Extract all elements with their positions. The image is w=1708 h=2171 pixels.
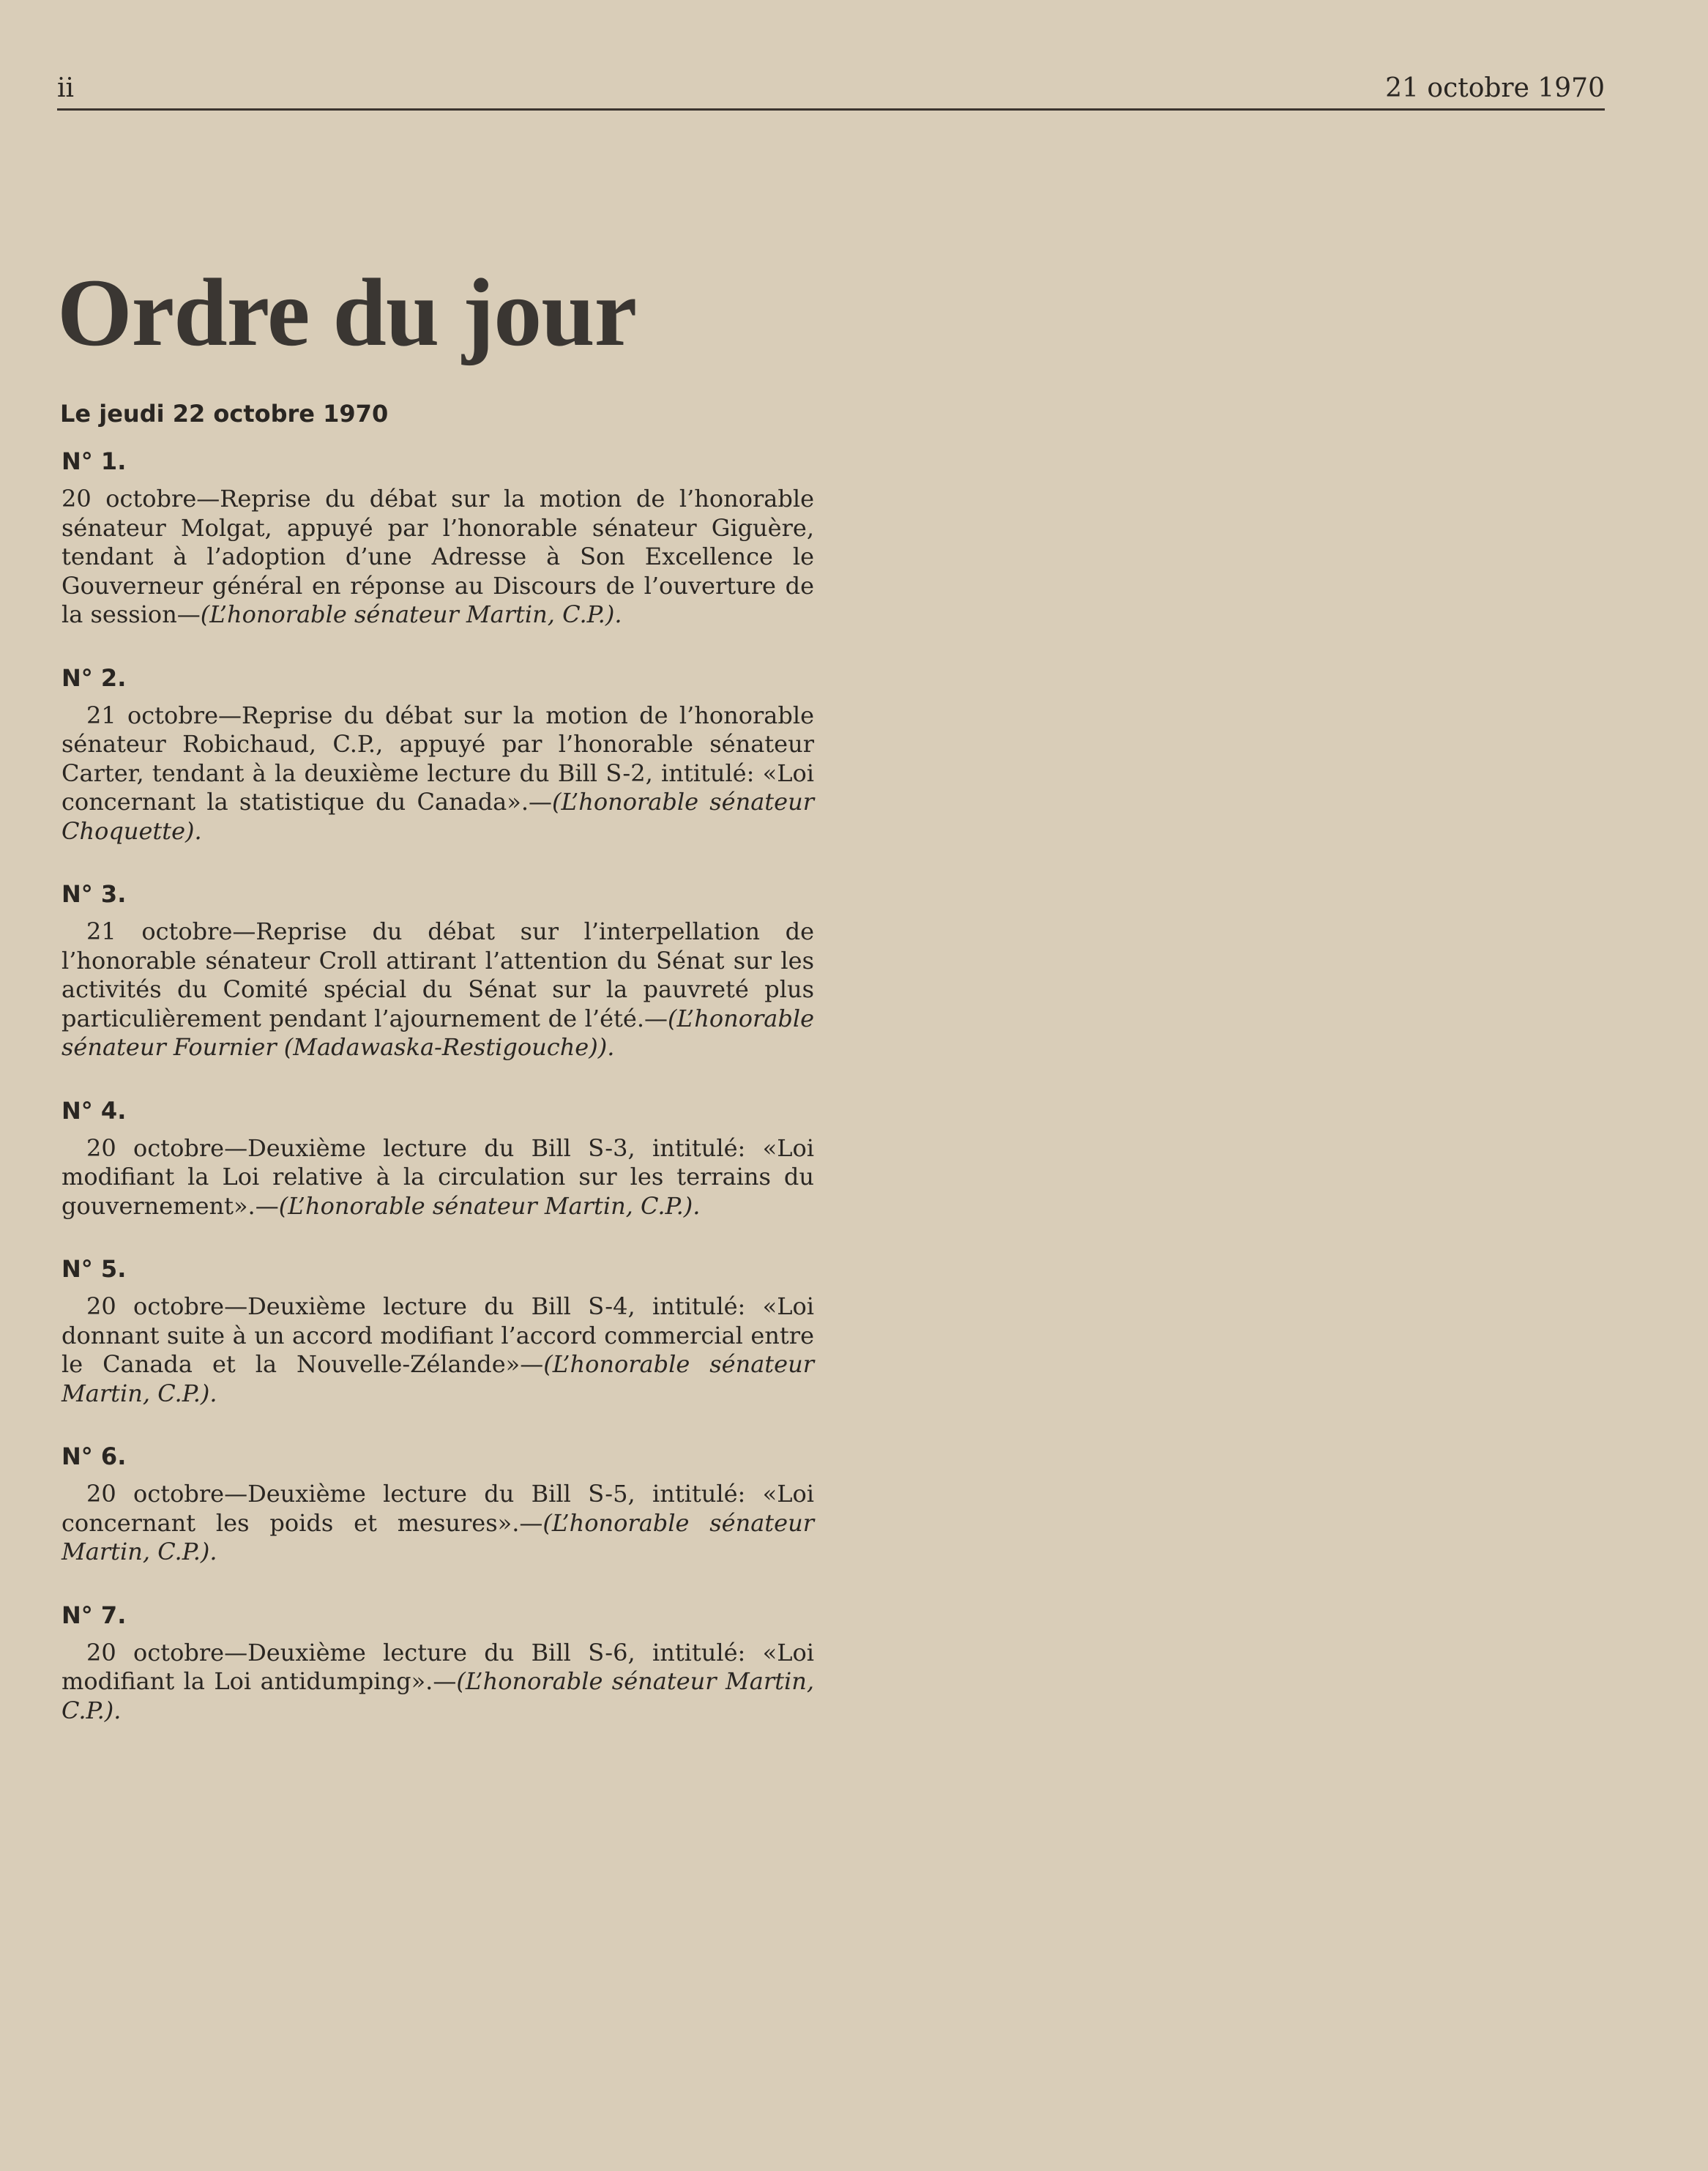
order-item-4 — [61, 1093, 814, 1221]
item-body: 21 octobre—Reprise du débat sur la motion de l’honorable sénateur Robichaud, C.P., appuyé par l’honorable sénateur Carter, tendant à la deuxième lecture du Bill S-2, intitulé: «Loi concernant la statistique du Canada».— — [61, 701, 814, 816]
page-date: 21 octobre 1970 — [1385, 73, 1605, 103]
item-number: N° 1. — [61, 447, 127, 475]
order-item-1 — [61, 444, 814, 630]
item-text — [61, 701, 814, 846]
item-number: N° 5. — [61, 1255, 127, 1283]
item-text — [61, 1134, 814, 1221]
item-number: N° 6. — [61, 1442, 127, 1470]
order-item-3 — [61, 876, 814, 1062]
sitting-date: Le jeudi 22 octobre 1970 — [60, 400, 389, 428]
item-number: N° 4. — [61, 1096, 127, 1125]
item-number: N° 3. — [61, 880, 127, 908]
order-item-5 — [61, 1251, 814, 1408]
order-item-6 — [61, 1439, 814, 1567]
item-text — [61, 1480, 814, 1567]
item-attribution: (L’honorable sénateur Fournier (Madawaska-Restigouche)). — [61, 1004, 814, 1061]
order-item-7 — [61, 1598, 814, 1726]
item-attribution: (L’honorable sénateur Martin, C.P.). — [200, 600, 622, 628]
item-body: 20 octobre—Reprise du débat sur la motion de l’honorable sénateur Molgat, appuyé par l’honorable sénateur Giguère, tendant à l’adoption d’une Adresse à Son Excellence le Gouverneur général en réponse au Discours de l’ouverture de la session— — [61, 485, 814, 628]
item-attribution: (L’honorable sénateur Martin, C.P.). — [61, 1667, 815, 1724]
item-text — [61, 1639, 814, 1726]
item-body: 20 octobre—Deuxième lecture du Bill S-4, intitulé: «Loi donnant suite à un accord modifiant l’accord commercial entre le Canada et la Nouvelle-Zélande»— — [61, 1292, 814, 1378]
order-item-2 — [61, 660, 814, 846]
item-body: 20 octobre—Deuxième lecture du Bill S-3, intitulé: «Loi modifiant la Loi relative à la circulation sur les terrains du gouvernement».— — [61, 1133, 814, 1220]
item-text — [61, 485, 814, 630]
item-body: 20 octobre—Deuxième lecture du Bill S-5, intitulé: «Loi concernant les poids et mesures».— — [61, 1480, 814, 1537]
order-items — [61, 444, 814, 1756]
item-number: N° 7. — [61, 1601, 127, 1629]
item-attribution: (L’honorable sénateur Martin, C.P.). — [61, 1350, 815, 1407]
item-attribution: (L’honorable sénateur Martin, C.P.). — [61, 1508, 815, 1565]
item-body: 20 octobre—Deuxième lecture du Bill S-6, intitulé: «Loi modifiant la Loi antidumping».— — [61, 1638, 814, 1695]
item-body: 21 octobre—Reprise du débat sur l’interpellation de l’honorable sénateur Croll attirant l’attention du Sénat sur les activités du Comité spécial du Sénat sur la pauvreté plus particulièrement pendant l’ajournement de l’été.— — [61, 917, 814, 1032]
item-attribution: (L’honorable sénateur Martin, C.P.). — [278, 1191, 701, 1220]
item-text — [61, 917, 814, 1062]
item-number: N° 2. — [61, 663, 127, 692]
page-number: ii — [57, 73, 75, 103]
item-text — [61, 1292, 814, 1408]
page-header — [57, 67, 1605, 111]
page-title: Ordre du jour — [57, 258, 637, 366]
item-attribution: (L’honorable sénateur Choquette). — [61, 788, 815, 845]
